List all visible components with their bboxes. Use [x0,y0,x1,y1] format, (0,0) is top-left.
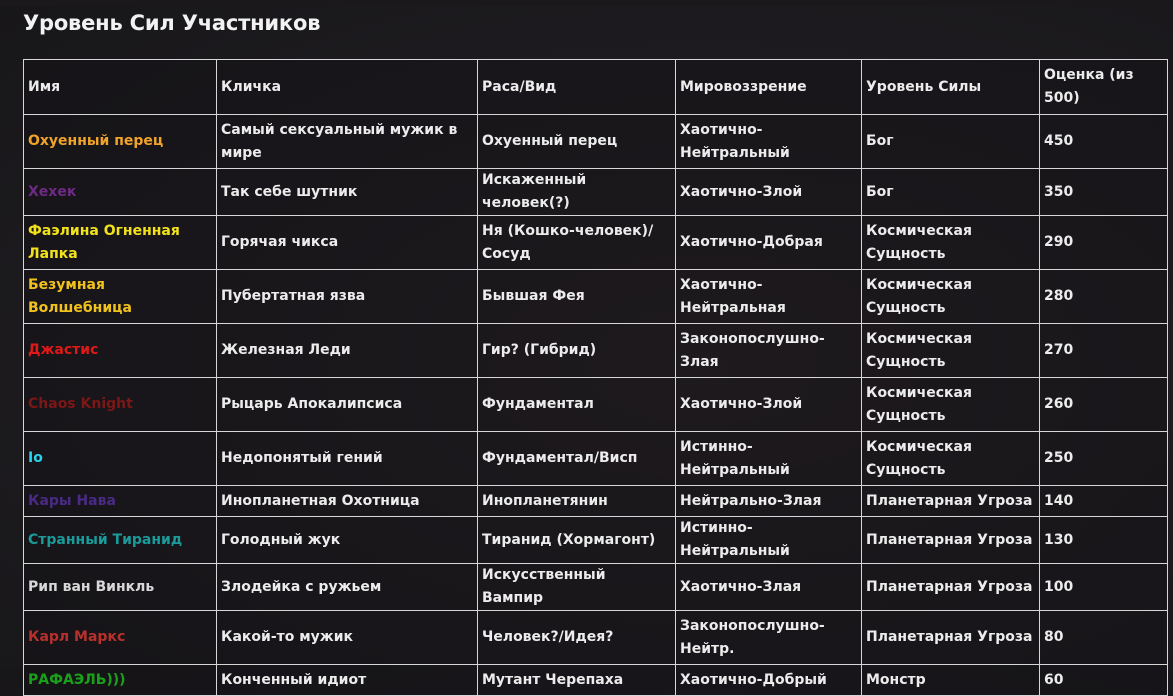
cell-power-level: Монстр [862,665,1040,696]
cell-race: Фундаментал [478,378,676,432]
cell-nickname: Какой-то мужик [217,611,478,665]
cell-power-level: Космическая Сущность [862,216,1040,270]
cell-power-level: Планетарная Угроза [862,564,1040,611]
cell-score: 350 [1040,169,1168,216]
cell-name: Странный Тиранид [24,517,217,564]
cell-nickname: Самый сексуальный мужик в мире [217,115,478,169]
cell-race: Мутант Черепаха [478,665,676,696]
cell-power-level: Планетарная Угроза [862,517,1040,564]
cell-race: Инопланетянин [478,486,676,517]
cell-alignment: Хаотично-Добрый [676,665,862,696]
cell-nickname: Злодейка с ружьем [217,564,478,611]
table-row [24,665,1168,696]
table-row [24,486,1168,517]
table-row [24,432,1168,486]
cell-alignment: Истинно-Нейтральный [676,432,862,486]
cell-power-level: Планетарная Угроза [862,486,1040,517]
cell-score: 60 [1040,665,1168,696]
cell-power-level: Бог [862,169,1040,216]
table-row [24,270,1168,324]
cell-score: 140 [1040,486,1168,517]
cell-score: 100 [1040,564,1168,611]
table-row [24,564,1168,611]
cell-score: 260 [1040,378,1168,432]
cell-alignment: Законопослушно-Злая [676,324,862,378]
page-title: Уровень Сил Участников [23,11,321,35]
cell-power-level: Космическая Сущность [862,270,1040,324]
header-name: Имя [24,60,217,115]
table-row [24,378,1168,432]
table-row [24,611,1168,665]
cell-race: Тиранид (Хормагонт) [478,517,676,564]
cell-score: 130 [1040,517,1168,564]
table-row [24,115,1168,169]
cell-alignment: Хаотично-Злой [676,169,862,216]
cell-race: Искусственный Вампир [478,564,676,611]
cell-race: Фундаментал/Висп [478,432,676,486]
cell-name: Фаэлина Огненная Лапка [24,216,217,270]
cell-nickname: Недопонятый гений [217,432,478,486]
table-row [24,169,1168,216]
cell-name: Io [24,432,217,486]
cell-name: РАФАЭЛЬ))) [24,665,217,696]
cell-power-level: Планетарная Угроза [862,611,1040,665]
cell-race: Ня (Кошко-человек)/ Сосуд [478,216,676,270]
cell-alignment: Хаотично-Нейтральная [676,270,862,324]
cell-nickname: Голодный жук [217,517,478,564]
header-power-level: Уровень Силы [862,60,1040,115]
cell-name: Охуенный перец [24,115,217,169]
cell-race: Гир? (Гибрид) [478,324,676,378]
cell-nickname: Горячая чикса [217,216,478,270]
cell-score: 280 [1040,270,1168,324]
cell-alignment: Нейтрально-Злая [676,486,862,517]
table-row [24,517,1168,564]
cell-race: Человек?/Идея? [478,611,676,665]
table-row [24,216,1168,270]
cell-power-level: Космическая Сущность [862,432,1040,486]
cell-name: Chaos Knight [24,378,217,432]
header-score: Оценка (из 500) [1040,60,1168,115]
power-level-table [23,59,1168,696]
cell-nickname: Конченный идиот [217,665,478,696]
header-nickname: Кличка [217,60,478,115]
cell-alignment: Хаотично-Нейтральный [676,115,862,169]
header-race: Раса/Вид [478,60,676,115]
cell-nickname: Инопланетная Охотница [217,486,478,517]
cell-score: 450 [1040,115,1168,169]
cell-race: Искаженный человек(?) [478,169,676,216]
cell-score: 290 [1040,216,1168,270]
cell-alignment: Законопослушно-Нейтр. [676,611,862,665]
cell-name: Рип ван Винкль [24,564,217,611]
cell-alignment: Истинно-Нейтральный [676,517,862,564]
top-strip [0,0,1173,6]
cell-nickname: Пубертатная язва [217,270,478,324]
cell-alignment: Хаотично-Злой [676,378,862,432]
table-row [24,324,1168,378]
cell-nickname: Рыцарь Апокалипсиса [217,378,478,432]
cell-power-level: Космическая Сущность [862,324,1040,378]
cell-power-level: Бог [862,115,1040,169]
cell-alignment: Хаотично-Злая [676,564,862,611]
cell-nickname: Железная Леди [217,324,478,378]
cell-score: 270 [1040,324,1168,378]
table-body [24,115,1168,696]
cell-power-level: Космическая Сущность [862,378,1040,432]
cell-score: 250 [1040,432,1168,486]
cell-name: Карл Маркс [24,611,217,665]
cell-race: Охуенный перец [478,115,676,169]
cell-nickname: Так себе шутник [217,169,478,216]
cell-name: Безумная Волшебница [24,270,217,324]
cell-name: Джастис [24,324,217,378]
cell-race: Бывшая Фея [478,270,676,324]
header-alignment: Мировоззрение [676,60,862,115]
cell-name: Хехек [24,169,217,216]
cell-score: 80 [1040,611,1168,665]
cell-name: Кары Нава [24,486,217,517]
cell-alignment: Хаотично-Добрая [676,216,862,270]
table-header-row [24,60,1168,115]
